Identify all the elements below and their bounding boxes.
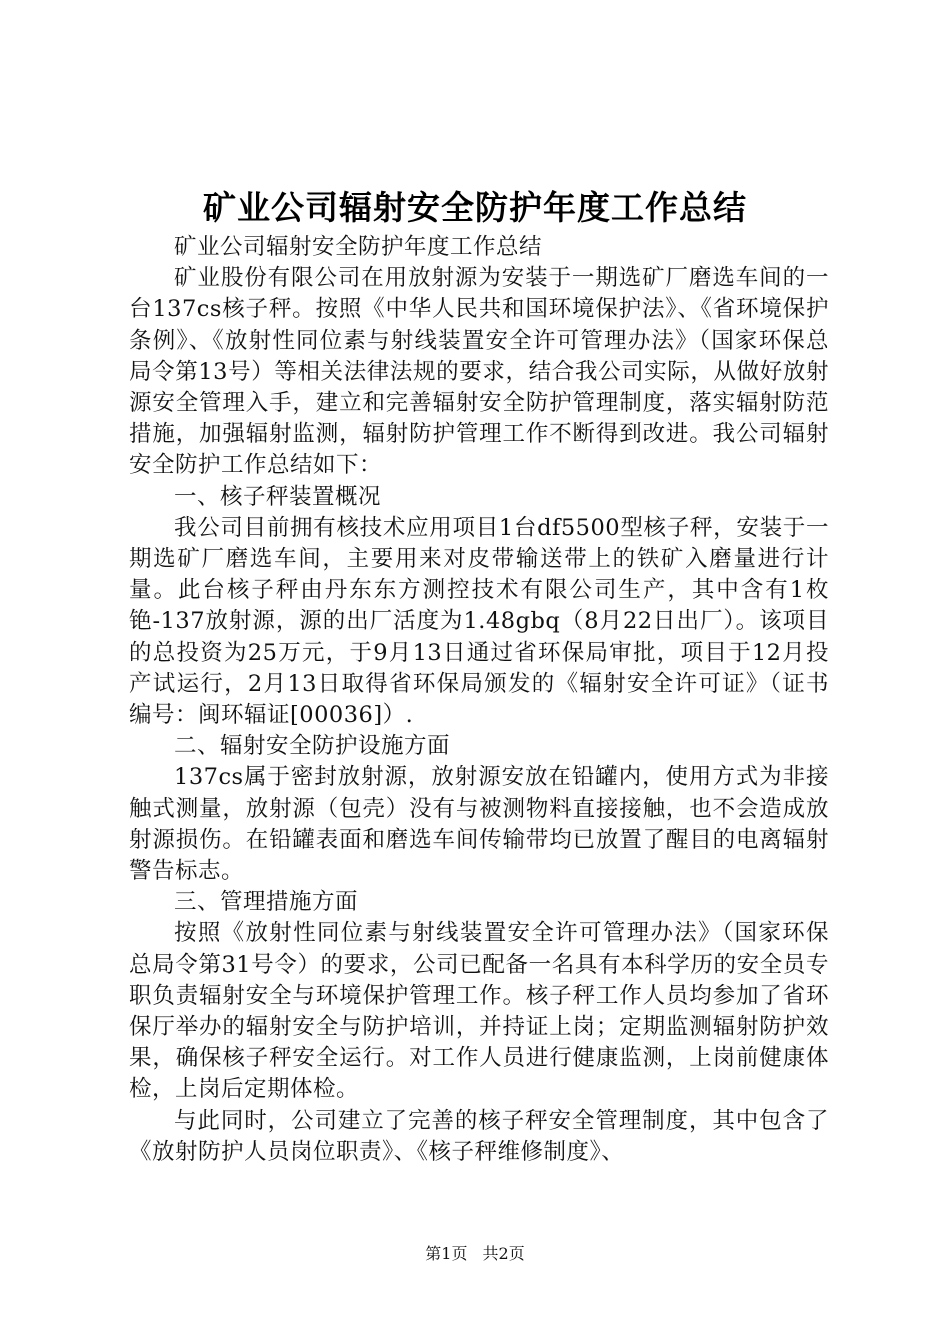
section-1-paragraph: 我公司目前拥有核技术应用项目1台df5500型核子秤，安装于一期选矿厂磨选车间，主要用来对皮带输送带上的铁矿入磨量进行计量。此台核子秤由丹东东方测控技术有限公司生产，其中含有1枚铯-137放射源，源的出厂活度为1.48gbq（8月22日出厂）。该项目的总投资为25万元，于9月13日通过省环保局审批，项目于12月投产试运行，2月13日取得省环保局颁发的《辐射安全许可证》（证书编号：闽环辐证[00036]）.: [129, 514, 829, 729]
section-3-continuation-paragraph: 与此同时，公司建立了完善的核子秤安全管理制度，其中包含了《放射防护人员岗位职责》、《核子秤维修制度》、: [129, 1107, 829, 1165]
section-2-paragraph: 137cs属于密封放射源，放射源安放在铅罐内，使用方式为非接触式测量，放射源（包壳）没有与被测物料直接接触，也不会造成放射源损伤。在铅罐表面和磨选车间传输带均已放置了醒目的电离辐射警告标志。: [129, 764, 829, 885]
intro-paragraph: 矿业股份有限公司在用放射源为安装于一期选矿厂磨选车间的一台137cs核子秤。按照《中华人民共和国环境保护法》、《省环境保护条例》、《放射性同位素与射线装置安全许可管理办法》（国家环保总局令第13号）等相关法律法规的要求，结合我公司实际，从做好放射源安全管理入手，建立和完善辐射安全防护管理制度，落实辐射防范措施，加强辐射监测，辐射防护管理工作不断得到改进。我公司辐射安全防护工作总结如下：: [129, 265, 829, 479]
page-footer: [0, 1243, 950, 1265]
page-number-total: 共2页: [482, 1244, 525, 1263]
section-heading-2: 二、辐射安全防护设施方面: [174, 733, 451, 760]
document-body: [129, 232, 829, 1168]
document-title: 矿业公司辐射安全防护年度工作总结: [203, 188, 747, 227]
subtitle-paragraph: 矿业公司辐射安全防护年度工作总结: [174, 234, 543, 260]
section-heading-1: 一、核子秤装置概况: [174, 483, 382, 510]
page-number-current: 第1页: [425, 1244, 468, 1263]
section-3-paragraph: 按照《放射性同位素与射线装置安全许可管理办法》（国家环保总局令第31号令）的要求，公司已配备一名具有本科学历的安全员专职负责辐射安全与环境保护管理工作。核子秤工作人员均参加了省环保厅举办的辐射安全与防护培训，并持证上岗；定期监测辐射防护效果，确保核子秤安全运行。对工作人员进行健康监测，上岗前健康体检，上岗后定期体检。: [129, 920, 829, 1103]
section-heading-3: 三、管理措施方面: [174, 889, 359, 916]
